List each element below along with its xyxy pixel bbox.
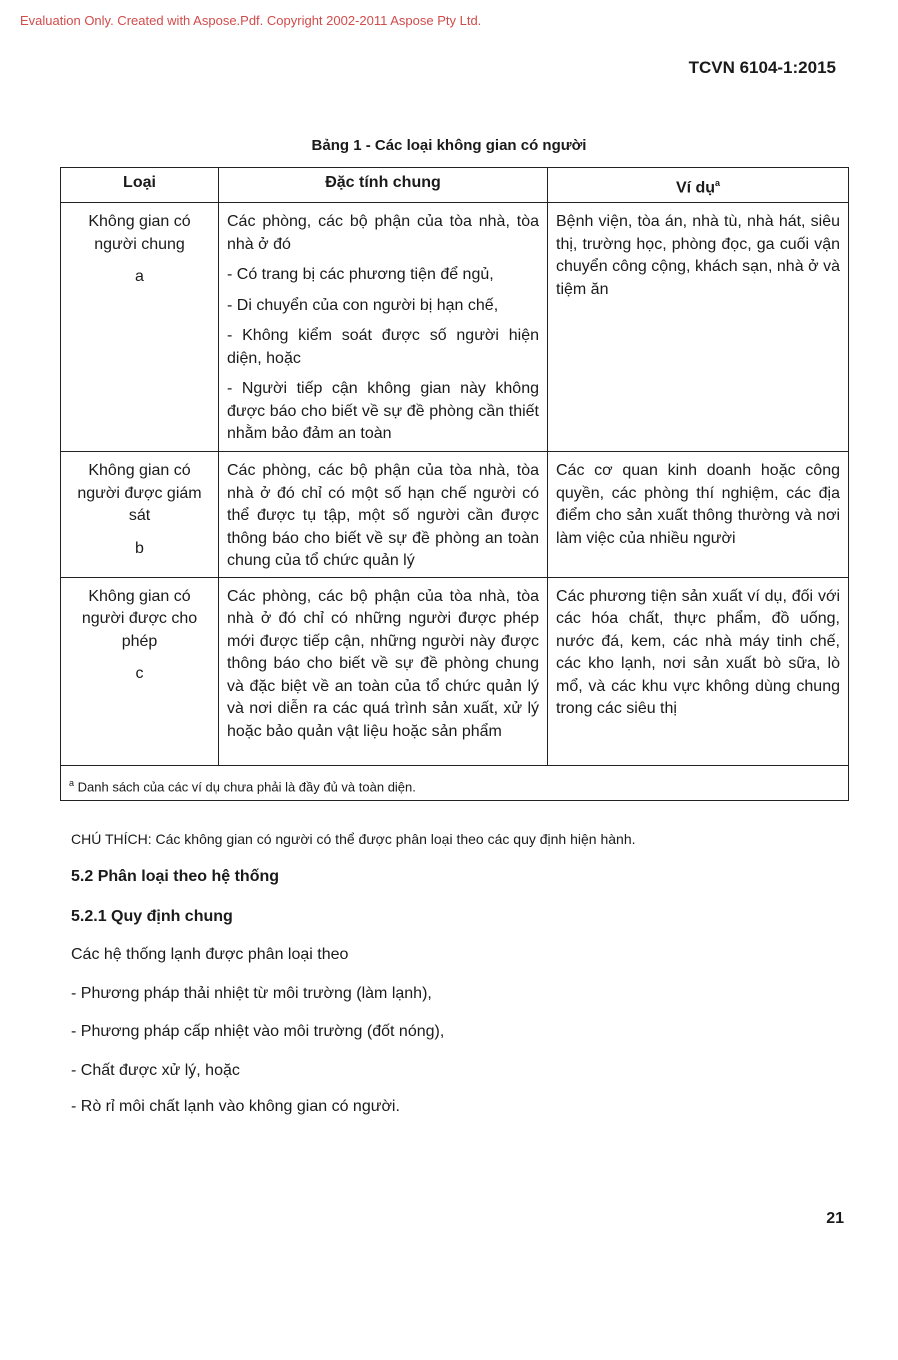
header-examples-label: Ví dụ <box>675 179 716 197</box>
row-type-code: b <box>135 539 144 557</box>
examples-text: Các phương tiện sản xuất ví dụ, đối với các hóa chất, thực phẩm, đồ uống, nước đá, kem, các nhà máy tinh chế, các kho lạnh, nơi sản xuất bò sữa, lò mổ, và các khu vực không dùng chung trong các siêu thị <box>556 587 840 717</box>
table-footnote-row <box>61 765 849 800</box>
table-row <box>61 203 849 452</box>
section-heading-5-2: 5.2 Phân loại theo hệ thống <box>71 868 280 885</box>
row-type-code: a <box>135 268 144 285</box>
row-examples-cell <box>548 577 849 765</box>
list-item: - Chất được xử lý, hoặc <box>71 1062 240 1079</box>
row-type-label: Không gian có người được giám sát <box>77 462 202 524</box>
watermark-text: Evaluation Only. Created with Aspose.Pdf. Copyright 2002-2011 Aspose Pty Ltd. <box>20 13 482 28</box>
characteristic-line: Các phòng, các bộ phận của tòa nhà, tòa nhà ở đó chỉ có một số hạn chế người có thể được tụ tập, một số người cần được thông báo cho biết về sự đề phòng an toàn chung của tổ chức quản lý <box>227 462 539 569</box>
characteristic-line: - Không kiểm soát được số người hiện diện, hoặc <box>227 327 539 367</box>
row-type-cell <box>61 452 219 578</box>
list-item: - Phương pháp thải nhiệt từ môi trường (làm lạnh), <box>71 985 432 1002</box>
row-characteristics-cell <box>219 203 548 452</box>
table-row <box>61 577 849 765</box>
document-code: TCVN 6104-1:2015 <box>688 58 836 77</box>
characteristic-line: - Người tiếp cận không gian này không được báo cho biết về sự đề phòng cần thiết nhằm bảo đảm an toàn <box>227 380 539 442</box>
occupied-space-table <box>60 167 849 801</box>
row-characteristics-cell <box>219 452 548 578</box>
table-footnote <box>61 765 849 800</box>
list-item: - Phương pháp cấp nhiệt vào môi trường (đốt nóng), <box>71 1023 445 1040</box>
header-characteristics: Đặc tính chung <box>219 168 548 203</box>
header-type: Loại <box>61 168 219 203</box>
characteristic-line: - Di chuyển của con người bị hạn chế, <box>227 296 499 314</box>
header-examples <box>548 168 849 203</box>
intro-paragraph: Các hệ thống lạnh được phân loại theo <box>71 946 349 963</box>
table-row <box>61 452 849 578</box>
footnote-mark: a <box>69 777 75 788</box>
row-type-code: c <box>135 665 144 682</box>
row-type-label: Không gian có người được cho phép <box>81 587 198 650</box>
examples-text: Các cơ quan kinh doanh hoặc công quyền, các phòng thí nghiệm, các địa điểm cho sản xuất thông thường và nơi làm việc của nhiều người <box>556 462 840 547</box>
table-header-row <box>61 168 849 203</box>
header-examples-footnote-mark: a <box>715 178 721 188</box>
examples-text: Bệnh viện, tòa án, nhà tù, nhà hát, siêu thị, trường học, phòng đọc, ga cuối vận chuyển công cộng, khách sạn, nhà ở và tiệm ăn <box>556 213 840 298</box>
table-caption: Bảng 1 - Các loại không gian có người <box>311 137 587 154</box>
page-number: 21 <box>826 1210 844 1227</box>
section-heading-5-2-1: 5.2.1 Quy định chung <box>71 908 233 925</box>
row-type-cell <box>61 203 219 452</box>
characteristic-line: - Có trang bị các phương tiện để ngủ, <box>227 266 494 283</box>
row-examples-cell <box>548 203 849 452</box>
row-examples-cell <box>548 452 849 578</box>
characteristic-line: Các phòng, các bộ phận của tòa nhà, tòa nhà ở đó <box>227 213 539 253</box>
table-note: CHÚ THÍCH: Các không gian có người có thể được phân loại theo các quy định hiện hành. <box>71 831 636 847</box>
row-characteristics-cell <box>219 577 548 765</box>
footnote-text: Danh sách của các ví dụ chưa phải là đầy đủ và toàn diện. <box>74 778 416 794</box>
list-item: - Rò rỉ môi chất lạnh vào không gian có người. <box>71 1098 400 1115</box>
row-type-cell <box>61 577 219 765</box>
row-type-label: Không gian có người chung <box>88 213 191 253</box>
characteristic-line: Các phòng, các bộ phận của tòa nhà, tòa nhà ở đó chỉ có những người được phép mới được tiếp cận, những người này được thông báo cho biết về sự đề phòng chung và đặc biệt về an toàn của tổ chức quản lý và nơi diễn ra các quá trình sản xuất, xử lý hoặc bảo quản vật liệu hoặc sản phẩm <box>227 587 539 740</box>
